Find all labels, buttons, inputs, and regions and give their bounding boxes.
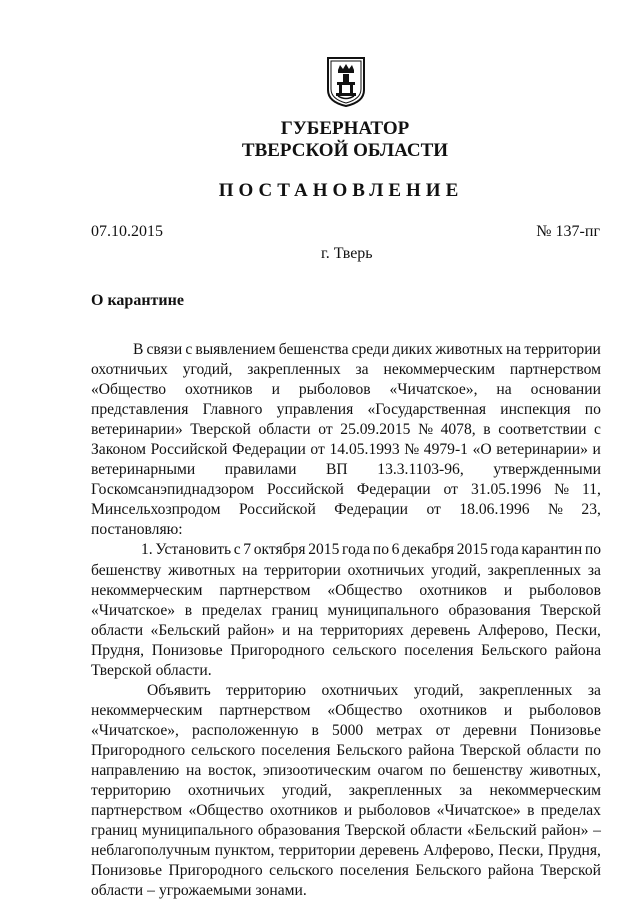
body-word: 2015 (308, 541, 340, 559)
body-word: 13.3.1103-96, (377, 461, 464, 479)
body-line (91, 721, 601, 741)
body-word: в (184, 601, 193, 619)
body-word: охотников (419, 701, 488, 719)
body-word: район» (227, 621, 275, 639)
body-word: в (483, 421, 491, 439)
body-line (91, 861, 601, 881)
body-word: угодий, (431, 561, 481, 579)
body-word: Минсельхозпродом (91, 501, 221, 519)
body-line (91, 601, 601, 621)
body-word: и (271, 381, 280, 399)
title-line-1: ГУБЕРНАТОР (280, 118, 410, 139)
body-word: Тверской (344, 822, 406, 840)
body-word: выявлением (195, 341, 276, 358)
body-word: пределах (540, 802, 601, 820)
body-word: территориях (320, 621, 404, 639)
body-word: охотничьих (321, 681, 399, 699)
body-word: некоммерческим (383, 361, 495, 379)
body-word: Российской (150, 441, 228, 459)
body-word: Алферово, (477, 621, 549, 639)
body-word: «Чичатское» (436, 802, 521, 820)
body-word: от (443, 481, 458, 499)
body-word: муниципального (141, 822, 254, 840)
body-word: связи (146, 341, 183, 358)
body-line (91, 741, 601, 761)
body-word: угодий, (281, 782, 332, 800)
body-word: на (242, 561, 258, 579)
body-word: Бельского (481, 641, 548, 659)
body-word: и (503, 581, 513, 599)
document-date: 07.10.2015 (91, 223, 163, 240)
body-line (91, 420, 601, 440)
body-word: района (554, 641, 601, 659)
body-word: «Чичатское», (91, 721, 179, 739)
body-word: рыболовов (358, 802, 431, 820)
body-line (91, 460, 601, 480)
body-word: и (592, 441, 601, 459)
body-word: закрепленных (247, 361, 341, 379)
body-word: угодий, (413, 681, 464, 699)
body-word: и (343, 802, 353, 820)
body-word: «Чичатское» (91, 601, 176, 619)
body-word: Федерации (232, 441, 306, 459)
body-word: 2015 (456, 541, 488, 559)
body-word: на (297, 621, 314, 639)
body-word: Объявить (147, 681, 211, 699)
body-word: и (503, 701, 513, 719)
body-word: октября (253, 541, 306, 559)
body-word: области. (155, 661, 212, 679)
body-word: Понизовье (151, 641, 223, 659)
body-word: представления (91, 401, 189, 419)
body-word: Понизовье (91, 862, 163, 880)
body-word: закрепленных (487, 561, 582, 579)
body-word: партнерством (219, 701, 311, 719)
body-word: эпизоотическим (262, 761, 371, 779)
body-word: Федерации (356, 481, 431, 499)
body-word: территорию (91, 782, 171, 800)
body-word: правилами (224, 461, 297, 479)
body-word: образования (448, 601, 531, 619)
body-line (91, 561, 601, 581)
body-word: Прудня, (547, 842, 601, 860)
body-word: Установить (155, 541, 232, 559)
body-word: области (91, 621, 144, 639)
body-word: сельского (191, 741, 256, 759)
body-word: «Общество (327, 701, 403, 719)
body-word: поселения (404, 641, 474, 659)
body-word: охотников (419, 581, 488, 599)
body-word: границ (271, 601, 318, 619)
body-word: области (258, 421, 311, 439)
body-word: Понизовье (529, 721, 601, 739)
body-word: Тверской (190, 421, 251, 439)
body-word: основании (530, 381, 601, 399)
body-word: утвержденными (493, 461, 601, 479)
body-word: года (490, 541, 519, 559)
body-word: Российской (238, 501, 316, 519)
body-word: «Бельский (466, 822, 537, 840)
body-word: 4979-1 (423, 441, 468, 459)
body-word: по (584, 541, 601, 559)
body-line (91, 781, 601, 801)
body-word: охотничьих (91, 361, 168, 379)
body-word: области (91, 882, 144, 900)
body-line (91, 540, 601, 560)
body-word: диких (392, 341, 433, 358)
body-word: территорию (226, 681, 307, 699)
body-word: и (282, 621, 291, 639)
body-word: Федерации (334, 501, 408, 519)
body-word: ветеринарии» (496, 441, 588, 459)
body-word: бешенству (452, 761, 523, 779)
body-word: охотничьих (188, 782, 265, 800)
body-line (91, 400, 601, 420)
body-line (91, 761, 601, 781)
body-word: Бельского (336, 741, 403, 759)
body-word: на (505, 341, 522, 358)
body-line (91, 440, 601, 460)
body-word: за (587, 561, 601, 579)
body-word: партнерством (219, 581, 311, 599)
body-word: район» (541, 822, 589, 840)
body-line (91, 621, 601, 641)
body-word: животных (168, 561, 236, 579)
body-word: партнерством (509, 361, 601, 379)
body-word: «Общество (327, 581, 403, 599)
body-word: от (310, 441, 325, 459)
body-word: охотничьих (347, 561, 425, 579)
body-word: Пески, (498, 842, 544, 860)
document-type: ПОСТАНОВЛЕНИЕ (218, 180, 464, 201)
body-word: деревни (463, 721, 517, 739)
body-word: партнерством (91, 802, 183, 820)
body-line (91, 641, 601, 661)
body-word: от (318, 421, 333, 439)
body-word: области (410, 822, 463, 840)
body-word: муниципального (327, 601, 439, 619)
body-word: поселения (339, 862, 409, 880)
body-word: № (548, 501, 563, 519)
body-line (91, 340, 601, 360)
body-word: рыболовов (298, 381, 371, 399)
body-word: на (496, 381, 512, 399)
body-word: в (311, 721, 319, 739)
body-word: № (554, 481, 570, 499)
document-subject: О карантине (91, 292, 184, 309)
body-line (91, 661, 601, 681)
body-word: за (355, 361, 369, 379)
body-line (91, 681, 601, 701)
body-word: 18.06.1996 (459, 501, 530, 519)
body-word: области (526, 741, 579, 759)
body-word: № (404, 441, 420, 459)
body-word: инспекция (500, 401, 571, 419)
body-line (91, 480, 601, 500)
body-word: В (133, 341, 144, 358)
body-line (91, 520, 601, 540)
body-word: зонами. (255, 882, 307, 900)
body-word: Тверской (540, 601, 601, 619)
body-word: Тверской (540, 862, 601, 880)
body-word: от (426, 501, 441, 519)
body-word: ветеринарии» (91, 421, 183, 439)
body-word: района (487, 862, 534, 880)
body-word: восток, (208, 761, 257, 779)
body-word: пунктом, (214, 842, 275, 860)
body-word: границ (91, 822, 138, 840)
body-word: угрожаемыми (158, 882, 252, 900)
body-word: некоммерческим (489, 782, 601, 800)
body-word: по (429, 761, 446, 779)
body-word: «О (472, 441, 492, 459)
body-word: «Бельский (150, 621, 221, 639)
body-word: Алферово, (423, 842, 494, 860)
body-word: по (584, 741, 601, 759)
body-word: Бельского (415, 862, 482, 880)
body-line (91, 841, 601, 861)
body-word: карантин (521, 541, 583, 559)
body-word: района (408, 741, 455, 759)
body-word: бешенства (278, 341, 349, 358)
body-word: Пески, (555, 621, 601, 639)
body-word: Тверской (460, 741, 521, 759)
body-line (91, 701, 601, 721)
body-line (91, 821, 601, 841)
body-word: 1. (141, 541, 153, 559)
body-line (91, 380, 601, 400)
body-word: сельского (332, 641, 397, 659)
body-word: Пригородного (168, 862, 263, 880)
body-word: бешенству (91, 561, 162, 579)
body-word: ветеринарными (91, 461, 196, 479)
body-word: Пригородного (230, 641, 325, 659)
body-word: года (342, 541, 371, 559)
body-word: «Государственная (367, 401, 487, 419)
body-word: расположенную (192, 721, 299, 739)
body-line (91, 881, 601, 901)
body-word: – (593, 822, 601, 840)
body-word: некоммерческим (91, 701, 203, 719)
coat-of-arms-icon (326, 56, 366, 108)
document-city: г. Тверь (321, 245, 373, 262)
body-line (91, 500, 601, 520)
body-word: 4078, (440, 421, 476, 439)
body-line (91, 801, 601, 821)
body-word: № (418, 421, 433, 439)
body-word: среди (351, 341, 390, 358)
body-word: рыболовов (529, 701, 601, 719)
body-word: неблагополучным (91, 842, 211, 860)
body-word: Прудня, (91, 641, 145, 659)
body-word: «Чичатское», (389, 381, 478, 399)
body-word: с (233, 541, 241, 559)
body-word: направлению (91, 761, 180, 779)
body-word: – (147, 882, 155, 900)
body-word: Российской (267, 481, 344, 499)
body-word: на (186, 761, 202, 779)
title-line-2: ТВЕРСКОЙ ОБЛАСТИ (241, 140, 449, 161)
body-word: рыболовов (529, 581, 601, 599)
body-word: постановляю: (91, 521, 183, 539)
body-word: животных (435, 341, 503, 358)
body-word: от (435, 721, 451, 739)
body-word: Госкомсанэпиднадзором (91, 481, 255, 499)
body-word: «Общество (188, 802, 264, 820)
body-word: в (527, 802, 535, 820)
body-word: «Общество (91, 381, 167, 399)
body-word: 7 (243, 541, 252, 559)
body-word: территории (278, 842, 356, 860)
body-word: 11, (582, 481, 601, 499)
body-word: угодий, (182, 361, 233, 379)
body-word: 6 (391, 541, 400, 559)
body-word: Тверской (91, 661, 152, 679)
body-line (91, 581, 601, 601)
body-word: 14.05.1993 (329, 441, 400, 459)
body-word: закрепленных (479, 681, 573, 699)
body-word: 5000 (332, 721, 364, 739)
body-word: за (587, 681, 601, 699)
body-word: с (185, 341, 193, 358)
body-word: с (594, 421, 601, 439)
document-number: № 137-пг (536, 223, 600, 240)
body-word: деревень (359, 842, 419, 860)
body-line (91, 360, 601, 380)
body-word: Пригородного (91, 741, 186, 759)
body-word: декабря (402, 541, 455, 559)
body-word: пределах (201, 601, 262, 619)
body-word: сельского (269, 862, 334, 880)
body-word: образования (257, 822, 341, 840)
body-word: закрепленных (348, 782, 443, 800)
body-word: 25.09.2015 (340, 421, 411, 439)
body-word: территории (264, 561, 341, 579)
body-word: животных, (529, 761, 601, 779)
body-word: Главного (202, 401, 263, 419)
body-word: 23, (581, 501, 601, 519)
body-word: по (584, 401, 601, 419)
body-word: территории (524, 341, 601, 358)
body-word: соответствии (498, 421, 587, 439)
body-word: деревень (411, 621, 471, 639)
body-word: ВП (326, 461, 348, 479)
body-word: очагом (377, 761, 424, 779)
body-word: по (372, 541, 390, 559)
body-word: метрах (376, 721, 423, 739)
body-word: за (459, 782, 473, 800)
body-word: управления (276, 401, 354, 419)
body-word: охотников (269, 802, 338, 820)
body-word: Законом (91, 441, 147, 459)
body-word: охотников (185, 381, 253, 399)
document-body (91, 340, 601, 901)
body-word: некоммерческим (91, 581, 203, 599)
body-word: поселения (261, 741, 331, 759)
body-word: 31.05.1996 (470, 481, 542, 499)
